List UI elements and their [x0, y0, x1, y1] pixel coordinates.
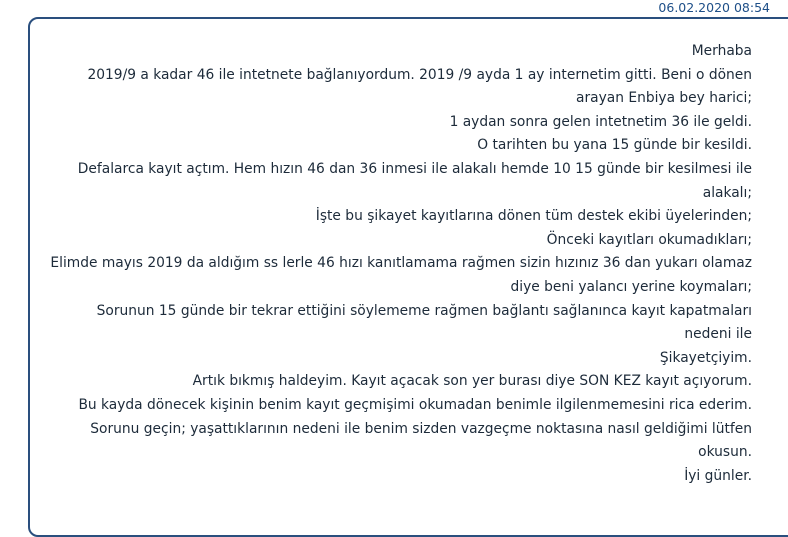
message-body: [40, 40, 752, 488]
message-line: Artık bıkmış haldeyim. Kayıt açacak son yer burası diye SON KEZ kayıt açıyorum.: [192, 373, 752, 390]
message-line: Sorunu geçin; yaşattıklarının nedeni ile benim sizden vazgeçme noktasına nasıl geldiğimi lütfen: [90, 420, 752, 437]
message-line: nedeni ile: [684, 326, 752, 343]
message-line: diye beni yalancı yerine koymaları;: [510, 278, 752, 295]
message-line: İşte bu şikayet kayıtlarına dönen tüm destek ekibi üyelerinden;: [315, 208, 752, 225]
message-line: Bu kayda dönecek kişinin benim kayıt geçmişimi okumadan benimle ilgilenmemesini rica ederim.: [78, 396, 752, 413]
message-line: alakalı;: [702, 184, 752, 201]
message-line: İyi günler.: [684, 467, 752, 484]
message-line: O tarihten bu yana 15 günde bir kesildi.: [477, 137, 752, 154]
message-line: 1 aydan sonra gelen intetnetim 36 ile geldi.: [449, 113, 752, 130]
message-line: 2019/9 a kadar 46 ile intetnete bağlanıyordum. 2019 /9 ayda 1 ay internetim gitti. Beni o dönen: [87, 66, 752, 83]
message-line: Elimde mayıs 2019 da aldığım ss lerle 46 hızı kanıtlamama rağmen sizin hızınız 36 dan yukarı olamaz: [50, 255, 752, 272]
message-line: okusun.: [698, 444, 752, 461]
message-line: Defalarca kayıt açtım. Hem hızın 46 dan 36 inmesi ile alakalı hemde 10 15 günde bir kesilmesi ile: [77, 160, 752, 177]
message-line: Merhaba: [691, 43, 752, 59]
message-line: Önceki kayıtları okumadıkları;: [546, 231, 752, 248]
message-line: Şikayetçiyim.: [659, 349, 752, 366]
message-line: Sorunun 15 günde bir tekrar ettiğini söylememe rağmen bağlantı sağlanınca kayıt kapatmaları: [96, 302, 752, 319]
message-timestamp: 06.02.2020 08:54: [658, 0, 770, 15]
message-line: arayan Enbiya bey harici;: [576, 90, 752, 107]
